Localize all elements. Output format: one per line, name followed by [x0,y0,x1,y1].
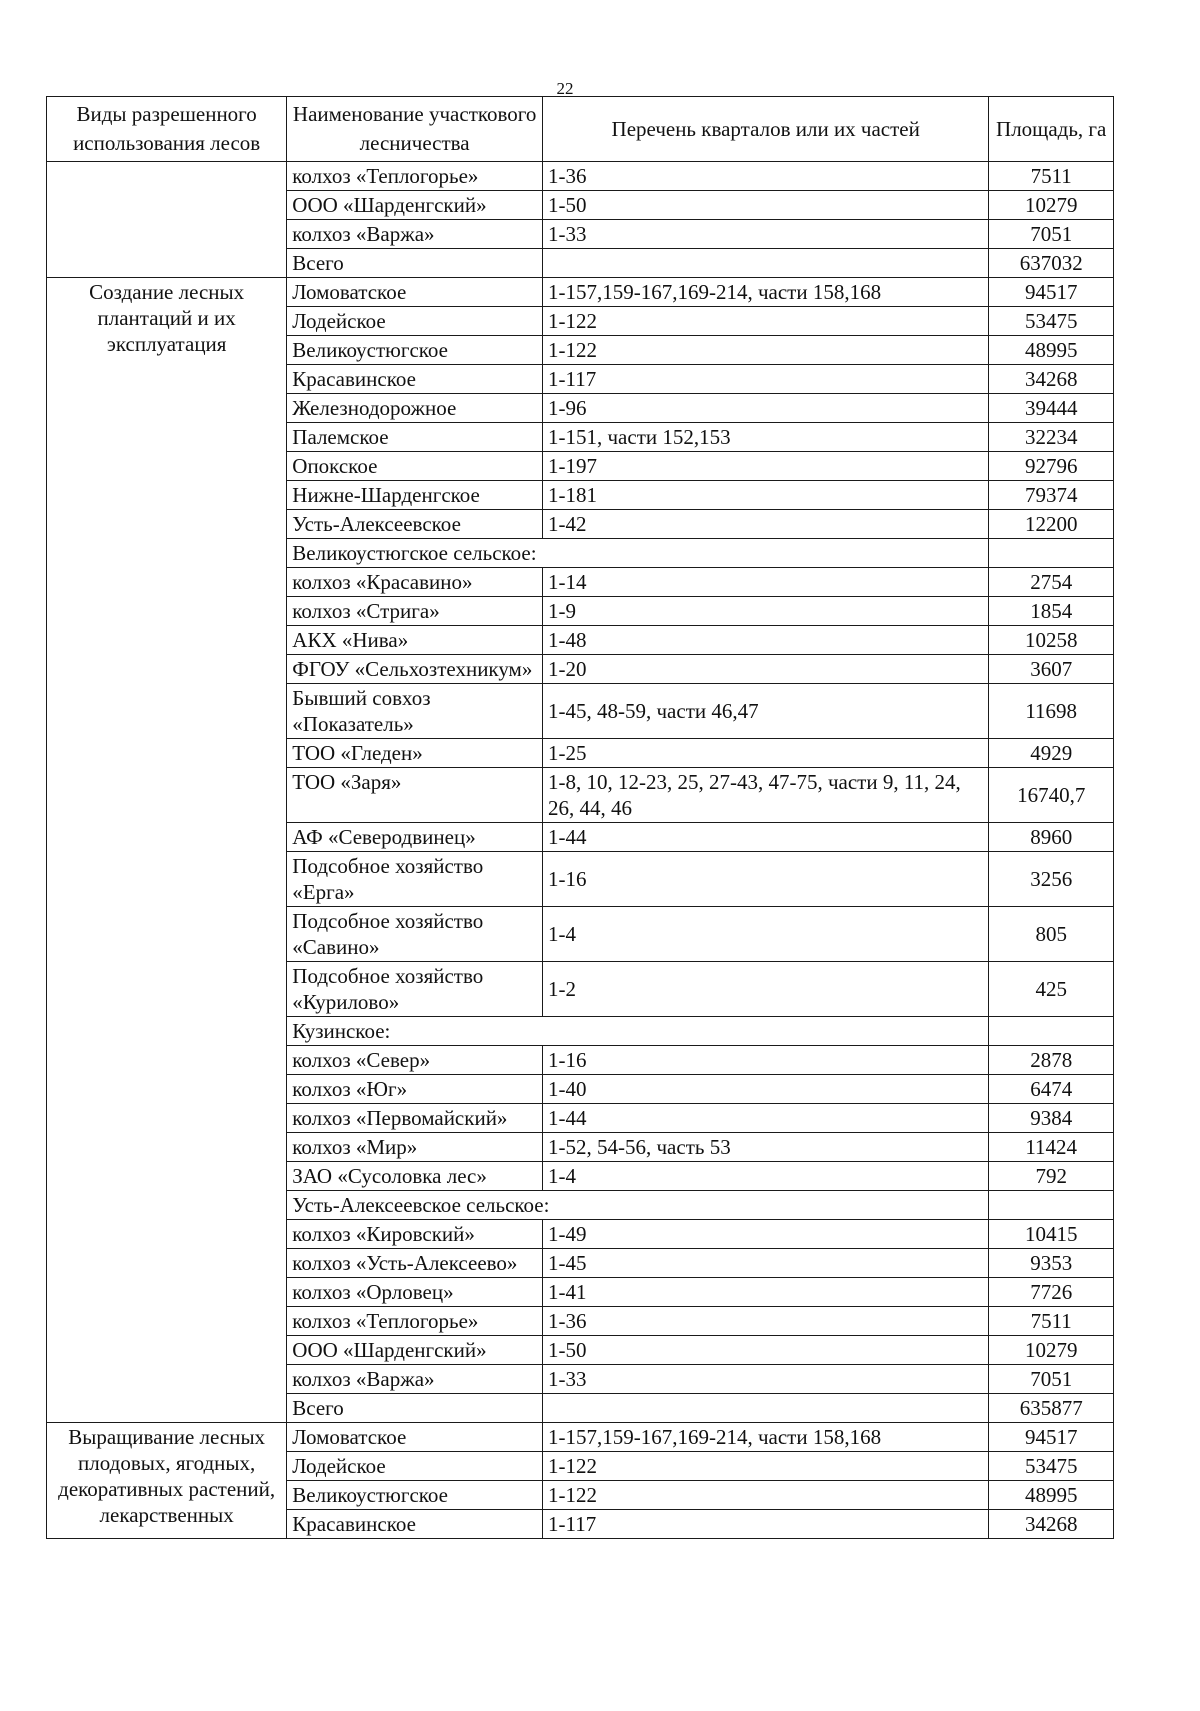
subgroup-heading: Великоустюгское сельское: [287,539,989,568]
area-cell: 805 [989,907,1114,962]
quarters-cell: 1-151, части 152,153 [543,423,989,452]
forestry-name-cell: Усть-Алексеевское [287,510,543,539]
area-cell [989,1017,1114,1046]
header-area: Площадь, га [989,97,1114,162]
quarters-cell: 1-197 [543,452,989,481]
quarters-cell: 1-122 [543,336,989,365]
forestry-name-cell: АФ «Северодвинец» [287,823,543,852]
forest-use-table [46,96,1114,1539]
area-cell: 635877 [989,1394,1114,1423]
table-row [47,278,1114,307]
forestry-name-cell: АКХ «Нива» [287,626,543,655]
quarters-cell [543,249,989,278]
area-cell: 7051 [989,1365,1114,1394]
quarters-cell: 1-16 [543,852,989,907]
table-row [47,1423,1114,1452]
quarters-cell: 1-48 [543,626,989,655]
area-cell: 6474 [989,1075,1114,1104]
area-cell: 39444 [989,394,1114,423]
forestry-name-cell: Железнодорожное [287,394,543,423]
forestry-name-cell: колхоз «Теплогорье» [287,162,543,191]
quarters-cell: 1-42 [543,510,989,539]
quarters-cell: 1-52, 54-56, часть 53 [543,1133,989,1162]
area-cell: 94517 [989,278,1114,307]
forestry-name-cell: Лодейское [287,1452,543,1481]
quarters-cell: 1-45, 48-59, части 46,47 [543,684,989,739]
area-cell: 34268 [989,1510,1114,1539]
forestry-name-cell: колхоз «Варжа» [287,220,543,249]
quarters-cell: 1-181 [543,481,989,510]
area-cell: 34268 [989,365,1114,394]
quarters-cell: 1-157,159-167,169-214, части 158,168 [543,278,989,307]
quarters-cell: 1-20 [543,655,989,684]
quarters-cell: 1-49 [543,1220,989,1249]
area-cell: 94517 [989,1423,1114,1452]
forestry-name-cell: колхоз «Мир» [287,1133,543,1162]
quarters-cell: 1-36 [543,162,989,191]
area-cell: 53475 [989,307,1114,336]
area-cell: 7726 [989,1278,1114,1307]
quarters-cell: 1-4 [543,1162,989,1191]
header-use-type: Виды разрешенного использования лесов [47,97,287,162]
quarters-cell: 1-157,159-167,169-214, части 158,168 [543,1423,989,1452]
table-row [47,162,1114,191]
area-cell: 10415 [989,1220,1114,1249]
forestry-name-cell: колхоз «Первомайский» [287,1104,543,1133]
area-cell: 10279 [989,1336,1114,1365]
area-cell: 637032 [989,249,1114,278]
forestry-name-cell: Всего [287,1394,543,1423]
area-cell: 10279 [989,191,1114,220]
quarters-cell: 1-4 [543,907,989,962]
forestry-name-cell: ФГОУ «Сельхозтехникум» [287,655,543,684]
use-type-cell: Выращивание лесных плодовых, ягодных, декоративных растений, лекарственных [47,1423,287,1539]
quarters-cell: 1-41 [543,1278,989,1307]
use-type-cell [47,162,287,278]
forestry-name-cell: колхоз «Усть-Алексеево» [287,1249,543,1278]
page-number: 22 [556,79,574,98]
quarters-cell: 1-33 [543,220,989,249]
quarters-cell: 1-8, 10, 12-23, 25, 27-43, 47-75, части 9, 11, 24, 26, 44, 46 [543,768,989,823]
area-cell: 792 [989,1162,1114,1191]
forestry-name-cell: Бывший совхоз «Показатель» [287,684,543,739]
area-cell: 12200 [989,510,1114,539]
area-cell: 11424 [989,1133,1114,1162]
forestry-name-cell: Подсобное хозяйство «Савино» [287,907,543,962]
quarters-cell: 1-117 [543,1510,989,1539]
area-cell: 48995 [989,1481,1114,1510]
header-quarters: Перечень кварталов или их частей [543,97,989,162]
quarters-cell: 1-14 [543,568,989,597]
area-cell: 1854 [989,597,1114,626]
forestry-name-cell: Великоустюгское [287,1481,543,1510]
forestry-name-cell: Подсобное хозяйство «Курилово» [287,962,543,1017]
area-cell: 7511 [989,162,1114,191]
area-cell: 2754 [989,568,1114,597]
area-cell: 79374 [989,481,1114,510]
area-cell: 7051 [989,220,1114,249]
forestry-name-cell: Лодейское [287,307,543,336]
quarters-cell: 1-117 [543,365,989,394]
forestry-name-cell: колхоз «Красавино» [287,568,543,597]
header-forestry-name: Наименование участкового лесничества [287,97,543,162]
use-type-cell: Создание лесных плантаций и их эксплуатация [47,278,287,1423]
forestry-name-cell: ТОО «Гледен» [287,739,543,768]
area-cell: 92796 [989,452,1114,481]
quarters-cell: 1-40 [543,1075,989,1104]
forestry-name-cell: Нижне-Шарденгское [287,481,543,510]
quarters-cell: 1-44 [543,1104,989,1133]
quarters-cell: 1-45 [543,1249,989,1278]
quarters-cell: 1-122 [543,1452,989,1481]
forestry-name-cell: Опокское [287,452,543,481]
quarters-cell [543,1394,989,1423]
area-cell [989,539,1114,568]
area-cell: 16740,7 [989,768,1114,823]
area-cell: 9353 [989,1249,1114,1278]
forestry-name-cell: Красавинское [287,365,543,394]
area-cell: 8960 [989,823,1114,852]
forestry-name-cell: колхоз «Юг» [287,1075,543,1104]
forestry-name-cell: ООО «Шарденгский» [287,191,543,220]
area-cell: 9384 [989,1104,1114,1133]
quarters-cell: 1-122 [543,307,989,336]
quarters-cell: 1-44 [543,823,989,852]
forestry-name-cell: Ломоватское [287,1423,543,1452]
area-cell: 32234 [989,423,1114,452]
area-cell: 10258 [989,626,1114,655]
forestry-name-cell: ТОО «Заря» [287,768,543,823]
forestry-name-cell: колхоз «Север» [287,1046,543,1075]
area-cell [989,1191,1114,1220]
area-cell: 11698 [989,684,1114,739]
forestry-name-cell: колхоз «Кировский» [287,1220,543,1249]
quarters-cell: 1-50 [543,191,989,220]
area-cell: 2878 [989,1046,1114,1075]
table-body [47,162,1114,1539]
forestry-name-cell: Палемское [287,423,543,452]
area-cell: 48995 [989,336,1114,365]
forestry-name-cell: колхоз «Теплогорье» [287,1307,543,1336]
area-cell: 3256 [989,852,1114,907]
forestry-name-cell: Всего [287,249,543,278]
forestry-name-cell: Великоустюгское [287,336,543,365]
quarters-cell: 1-96 [543,394,989,423]
area-cell: 425 [989,962,1114,1017]
quarters-cell: 1-50 [543,1336,989,1365]
area-cell: 4929 [989,739,1114,768]
forestry-name-cell: Ломоватское [287,278,543,307]
forestry-name-cell: Красавинское [287,1510,543,1539]
quarters-cell: 1-33 [543,1365,989,1394]
subgroup-heading: Кузинское: [287,1017,989,1046]
quarters-cell: 1-36 [543,1307,989,1336]
forestry-name-cell: ООО «Шарденгский» [287,1336,543,1365]
table-header-row [47,97,1114,162]
quarters-cell: 1-25 [543,739,989,768]
quarters-cell: 1-9 [543,597,989,626]
forestry-name-cell: колхоз «Варжа» [287,1365,543,1394]
quarters-cell: 1-16 [543,1046,989,1075]
area-cell: 7511 [989,1307,1114,1336]
quarters-cell: 1-2 [543,962,989,1017]
forestry-name-cell: колхоз «Орловец» [287,1278,543,1307]
subgroup-heading: Усть-Алексеевское сельское: [287,1191,989,1220]
forestry-name-cell: ЗАО «Сусоловка лес» [287,1162,543,1191]
quarters-cell: 1-122 [543,1481,989,1510]
area-cell: 3607 [989,655,1114,684]
area-cell: 53475 [989,1452,1114,1481]
forestry-name-cell: колхоз «Стрига» [287,597,543,626]
forestry-name-cell: Подсобное хозяйство «Ерга» [287,852,543,907]
